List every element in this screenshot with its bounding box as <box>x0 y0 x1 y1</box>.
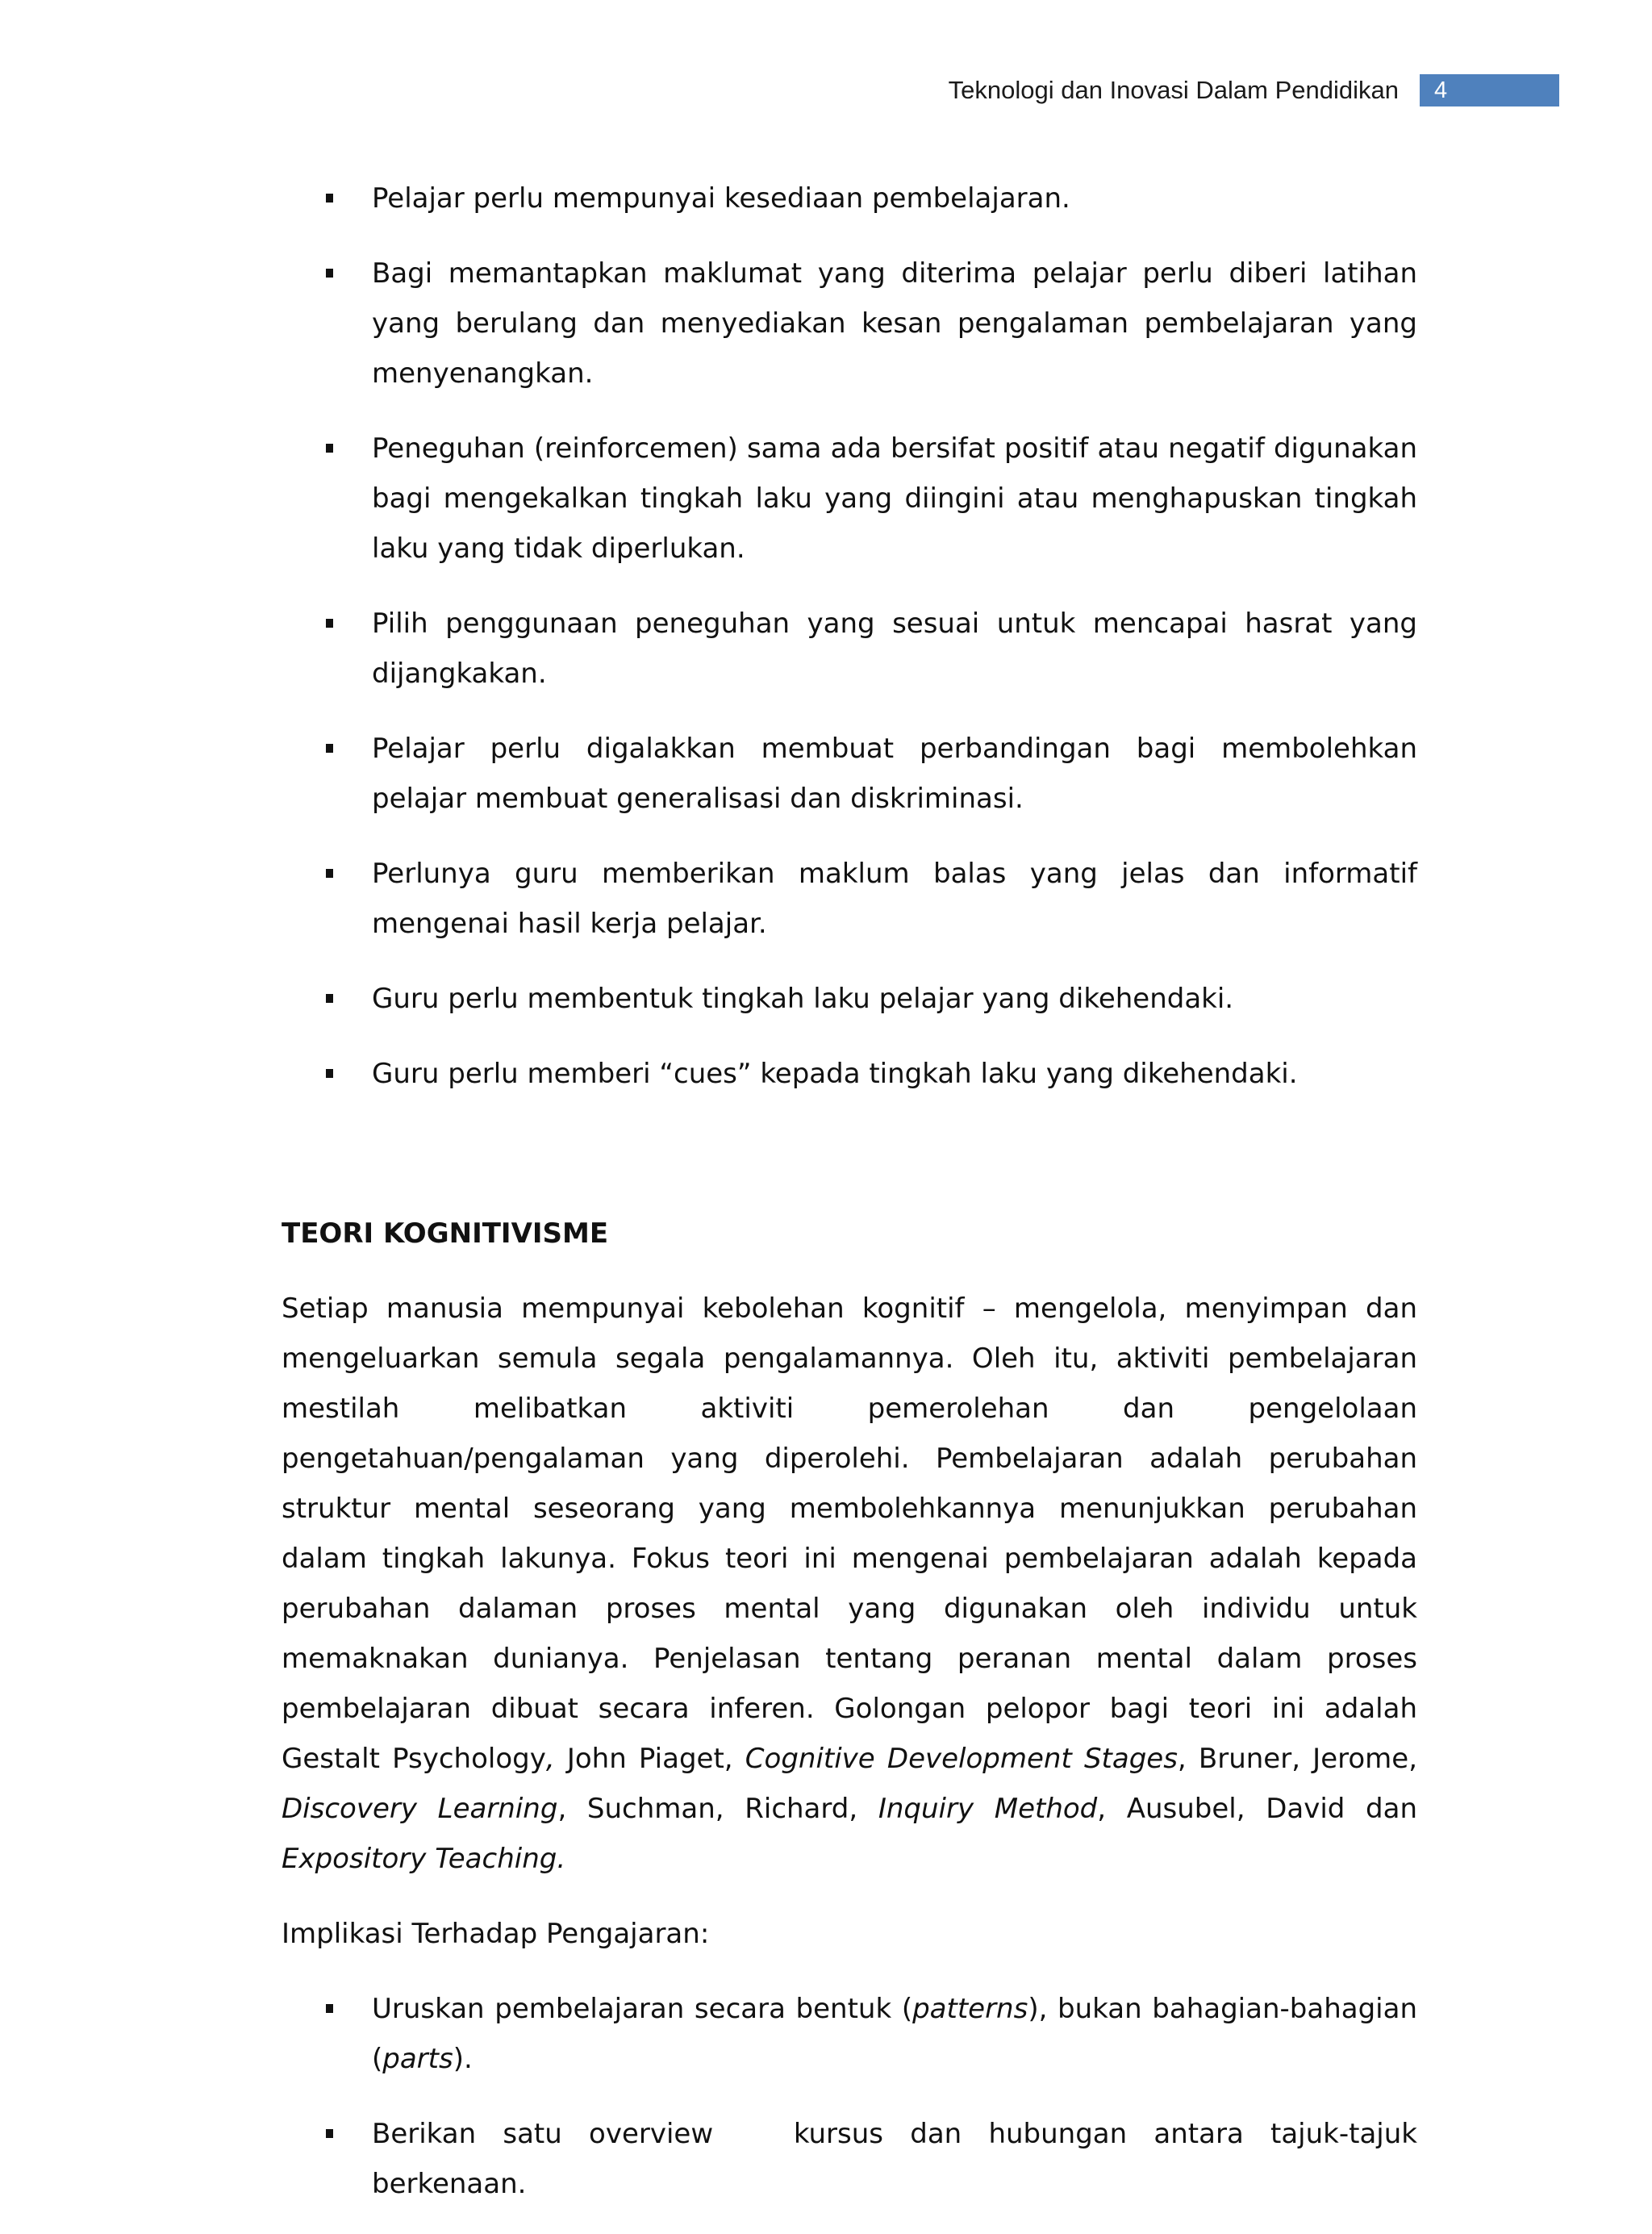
term-inquiry-method: Inquiry Method <box>878 1793 1098 1825</box>
list-item <box>282 599 1417 699</box>
term-parts: parts <box>382 2043 453 2075</box>
term-expository-teaching: Expository Teaching. <box>282 1843 566 1875</box>
list-item <box>282 248 1417 399</box>
behaviorism-implications-list <box>282 173 1417 1099</box>
square-bullet-icon <box>326 194 333 203</box>
section-paragraph <box>282 1284 1417 1884</box>
list-item-text: Peneguhan (reinforcemen) sama ada bersifat positif atau negatif digunakan bagi mengekalkan tingkah laku yang diingini atau menghapuskan tingkah laku yang tidak diperlukan. <box>372 432 1417 565</box>
paragraph-suchman: , Suchman, Richard, <box>557 1793 878 1825</box>
paragraph-piaget: John Piaget, <box>554 1743 745 1775</box>
paragraph-intro: Setiap manusia mempunyai kebolehan kognitif – mengelola, menyimpan dan mengeluarkan semula segala pengalamannya. Oleh itu, aktiviti pembelajaran mestilah melibatkan aktiviti pemerolehan dan pengelolaan pengetahuan/pengalaman yang diperolehi. Pembelajaran adalah perubahan struktur mental seseorang yang membolehkannya menunjukkan perubahan dalam tingkah lakunya. Fokus teori ini mengenai pembelajaran adalah kepada perubahan dalaman proses mental yang digunakan oleh individu untuk memaknakan dunianya. Penjelasan tentang peranan mental dalam proses pembelajaran dibuat secara inferen. Golongan pelopor bagi teori ini adalah Gestalt Psychology <box>282 1292 1417 1775</box>
paragraph-bruner: , Bruner, Jerome, <box>1177 1743 1418 1775</box>
list-item <box>282 2109 1426 2209</box>
square-bullet-icon <box>326 444 333 453</box>
cognitivism-implications-list <box>282 1984 1426 2209</box>
section-spacer <box>282 1124 1417 1209</box>
list-item <box>282 849 1417 949</box>
list-item <box>282 1049 1417 1099</box>
implication-label: Implikasi Terhadap Pengajaran: <box>282 1918 710 1950</box>
list-item <box>282 424 1417 574</box>
list-item-text-pre: Uruskan pembelajaran secara bentuk ( <box>372 1993 913 2025</box>
list-item-text: Pilih penggunaan peneguhan yang sesuai untuk mencapai hasrat yang dijangkakan. <box>372 608 1417 690</box>
list-item-text: Bagi memantapkan maklumat yang diterima pelajar perlu diberi latihan yang berulang dan menyediakan kesan pengalaman pembelajaran yang menyenangkan. <box>372 257 1417 390</box>
square-bullet-icon <box>326 269 333 278</box>
page-header <box>0 74 1652 106</box>
list-item-text: Pelajar perlu mempunyai kesediaan pembelajaran. <box>372 182 1070 215</box>
square-bullet-icon <box>326 869 333 878</box>
list-item-text-mid: ), bukan bahagian-bahagian ( <box>372 1993 1417 2075</box>
paragraph-ausubel: , Ausubel, David dan <box>1097 1793 1417 1825</box>
square-bullet-icon <box>326 994 333 1003</box>
list-item-text-post: ). <box>453 2043 473 2075</box>
section-heading: TEORI KOGNITIVISME <box>282 1217 609 1250</box>
term-patterns: patterns <box>912 1993 1028 2025</box>
square-bullet-icon <box>326 619 333 628</box>
square-bullet-icon <box>326 1069 333 1078</box>
list-item-text: Pelajar perlu digalakkan membuat perbandingan bagi membolehkan pelajar membuat generalisasi dan diskriminasi. <box>372 733 1417 815</box>
document-body <box>282 173 1426 2234</box>
list-item-text: Guru perlu memberi “cues” kepada tingkah laku yang dikehendaki. <box>372 1058 1298 1090</box>
term-cognitive-development-stages: Cognitive Development Stages <box>745 1743 1178 1775</box>
list-item-text: Berikan satu overview kursus dan hubungan antara tajuk-tajuk berkenaan. <box>372 2118 1426 2200</box>
list-item-text: Guru perlu membentuk tingkah laku pelajar yang dikehendaki. <box>372 983 1234 1015</box>
list-item <box>282 1984 1417 2084</box>
paragraph-comma: , <box>545 1743 555 1775</box>
header-title: Teknologi dan Inovasi Dalam Pendidikan <box>948 76 1399 104</box>
page-number-badge: 4 <box>1420 74 1559 106</box>
list-item <box>282 173 1417 223</box>
square-bullet-icon <box>326 744 333 753</box>
square-bullet-icon <box>326 2004 333 2013</box>
list-item <box>282 974 1417 1024</box>
list-item <box>282 724 1417 824</box>
list-item-text: Perlunya guru memberikan maklum balas yang jelas dan informatif mengenai hasil kerja pelajar. <box>372 858 1417 940</box>
term-discovery-learning: Discovery Learning <box>282 1793 558 1825</box>
square-bullet-icon <box>326 2129 333 2138</box>
